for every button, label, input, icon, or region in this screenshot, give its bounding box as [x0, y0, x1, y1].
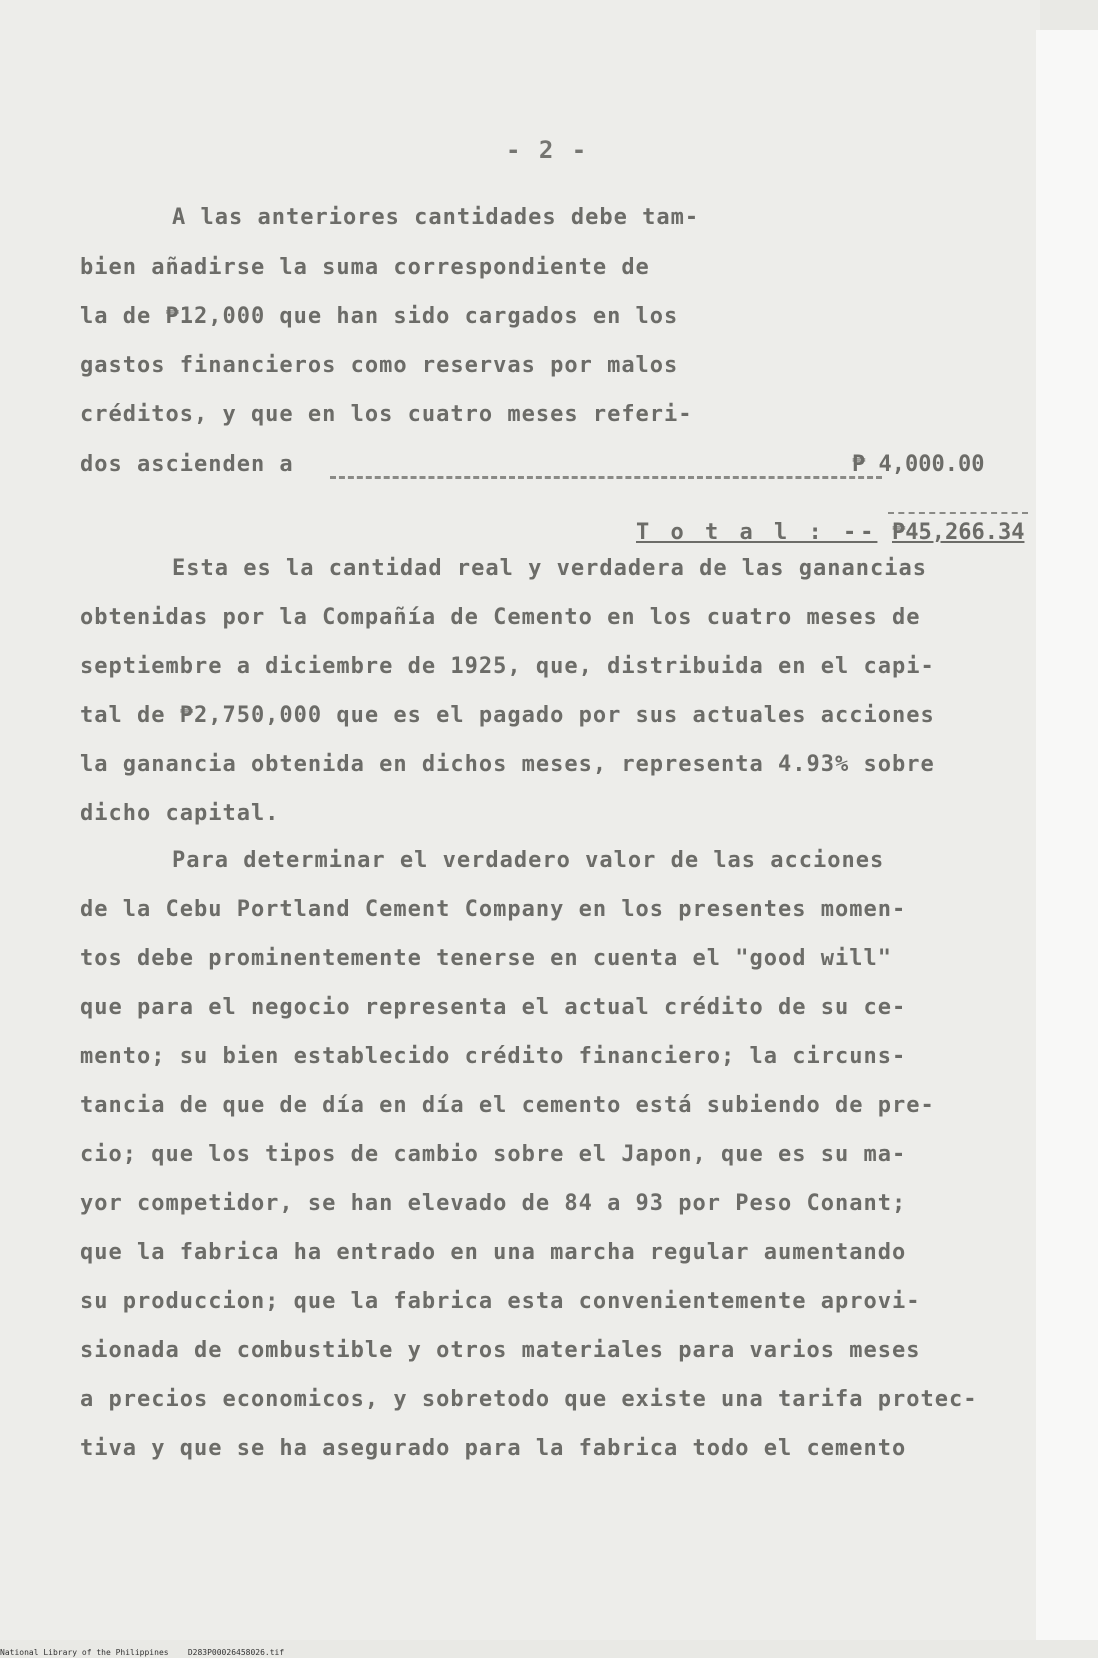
text-line: A las anteriores cantidades debe tam-	[172, 205, 700, 230]
text-line: la ganancia obtenida en dichos meses, representa 4.93% sobre	[80, 752, 935, 777]
leader-dashes	[330, 476, 882, 479]
text-line: tal de ₱2,750,000 que es el pagado por sus actuales acciones	[80, 703, 935, 728]
text-line: tos debe prominentemente tenerse en cuenta el "good will"	[80, 946, 892, 971]
page-number: - 2 -	[506, 136, 589, 164]
text-line: gastos financieros como reservas por malos	[80, 353, 679, 378]
text-line: dicho capital.	[80, 801, 280, 826]
text-line: que para el negocio representa el actual crédito de su ce-	[80, 995, 907, 1020]
archive-footer: National Library of the Philippines D283P00026458026.tif	[0, 1648, 285, 1657]
text-line: cio; que los tipos de cambio sobre el Japon, que es su ma-	[80, 1142, 907, 1167]
text-line: tiva y que se ha asegurado para la fabrica todo el cemento	[80, 1436, 907, 1461]
text-line: mento; su bien establecido crédito financiero; la circuns-	[80, 1044, 907, 1069]
text-line: su produccion; que la fabrica esta convenientemente aprovi-	[80, 1289, 921, 1314]
text-line: Esta es la cantidad real y verdadera de las ganancias	[172, 556, 927, 581]
total-label: T o t a l : --	[636, 520, 878, 545]
text-line: Para determinar el verdadero valor de las acciones	[172, 848, 885, 873]
text-line: tancia de que de día en día el cemento está subiendo de pre-	[80, 1093, 935, 1118]
sum-rule	[888, 512, 1028, 514]
reserve-amount: ₱ 4,000.00	[852, 452, 985, 477]
page-edge	[1036, 30, 1098, 1640]
text-line: yor competidor, se han elevado de 84 a 93 por Peso Conant;	[80, 1191, 907, 1216]
text-line: que la fabrica ha entrado en una marcha regular aumentando	[80, 1240, 907, 1265]
text-line: septiembre a diciembre de 1925, que, distribuida en el capi-	[80, 654, 935, 679]
text-line: dos ascienden a	[80, 452, 294, 477]
total-value: ₱45,266.34	[892, 520, 1025, 545]
text-line: a precios economicos, y sobretodo que existe una tarifa protec-	[80, 1387, 978, 1412]
text-line: créditos, y que en los cuatro meses referi-	[80, 402, 693, 427]
text-line: bien añadirse la suma correspondiente de	[80, 255, 650, 280]
text-line: sionada de combustible y otros materiales para varios meses	[80, 1338, 921, 1363]
text-line: obtenidas por la Compañía de Cemento en los cuatro meses de	[80, 605, 921, 630]
text-line: de la Cebu Portland Cement Company en los presentes momen-	[80, 897, 907, 922]
text-line: la de ₱12,000 que han sido cargados en los	[80, 304, 679, 329]
